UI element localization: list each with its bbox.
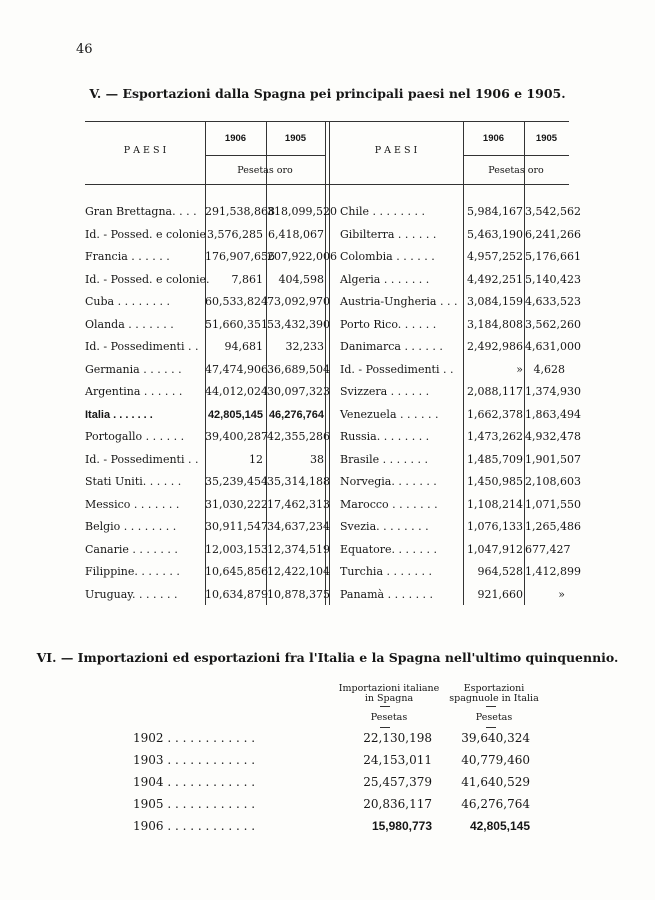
country-name-left: Uruguay. . . . . . . — [85, 587, 178, 601]
country-name-right: Svizzera . . . . . . — [340, 385, 430, 398]
value-1905-left: 35,314,188 — [267, 475, 330, 488]
esportazioni-value: 41,640,529 — [461, 775, 530, 789]
value-1905-left: 30,097,323 — [267, 385, 330, 398]
importazioni-value: 20,836,117 — [363, 797, 432, 811]
value-1906-right: 4,492,251 — [467, 272, 523, 286]
table-row — [85, 516, 581, 538]
value-1906-right: 921,660 — [477, 587, 523, 601]
value-1906-left: 7,861 — [231, 272, 263, 286]
value-1906-left: 291,538,868 — [205, 205, 275, 218]
country-name-left: Portogallo . . . . . . — [85, 430, 185, 443]
country-name-left: Gran Brettagna. . . . — [85, 205, 197, 218]
year-label: 1906 . . . . . . . . . . . . — [133, 819, 256, 833]
value-1906-right: 964,528 — [477, 565, 523, 578]
country-name-left: Belgio . . . . . . . . — [85, 520, 177, 533]
year-header-rule-left — [205, 155, 325, 156]
value-1905-left: 207,922,006 — [267, 250, 337, 263]
value-1906-right: 4,957,252 — [467, 250, 523, 263]
country-name-left: Messico . . . . . . . — [85, 497, 180, 511]
table-row — [0, 815, 655, 837]
country-name-right: Turchia . . . . . . . — [340, 565, 432, 578]
table-vi-title: VI. — Importazioni ed esportazioni fra l'Italia e la Spagna nell'ultimo quinquennio. — [36, 650, 619, 665]
country-name-left: Id. - Possed. e colonie. — [85, 272, 210, 286]
esportazioni-value: 40,779,460 — [461, 753, 530, 767]
unit-importazioni: Pesetas — [370, 712, 408, 723]
country-name-left: Id. - Possedimenti . . — [85, 340, 199, 353]
year-header-rule-right — [463, 155, 569, 156]
header-year-1905-left: 1905 — [284, 133, 307, 144]
table-row — [0, 771, 655, 793]
value-1906-right: 1,485,709 — [467, 452, 523, 466]
table-row — [85, 246, 581, 268]
country-name-right: Brasile . . . . . . . — [340, 452, 429, 466]
header-dash — [486, 706, 496, 707]
table-row — [85, 314, 581, 336]
header-paesi-right: P A E S I — [374, 145, 418, 156]
value-1906-left: 10,645,856 — [205, 565, 268, 578]
header-dash — [380, 706, 390, 707]
header-year-1906-left: 1906 — [224, 133, 247, 144]
table-row — [0, 727, 655, 749]
table-row — [0, 793, 655, 815]
value-1906-left: 60,533,824 — [205, 295, 268, 308]
table-row — [85, 404, 581, 426]
esportazioni-value: 46,276,764 — [461, 797, 530, 811]
value-1905-right: 3,542,562 — [525, 205, 581, 218]
year-label: 1904 . . . . . . . . . . . . — [133, 775, 256, 789]
country-name-left: Francia . . . . . . — [85, 250, 170, 263]
value-1906-left: 35,239,454 — [205, 475, 268, 488]
value-1906-right: 3,184,808 — [467, 317, 523, 331]
country-name-right: Colombia . . . . . . — [340, 250, 435, 263]
value-1905-left: 318,099,520 — [267, 205, 337, 218]
value-1906-right: 1,076,133 — [467, 520, 523, 533]
importazioni-value: 15,980,773 — [371, 819, 432, 833]
table-row — [85, 449, 581, 471]
value-1905-right: 1,863,494 — [525, 407, 581, 421]
table-row — [85, 584, 569, 606]
esportazioni-value: 42,805,145 — [469, 819, 530, 833]
value-1906-right: » — [516, 362, 523, 376]
table-row — [85, 561, 581, 583]
country-name-left: Cuba . . . . . . . . — [85, 295, 171, 308]
table-row — [85, 336, 581, 358]
value-1905-right: 4,628 — [533, 362, 565, 376]
country-name-right: Porto Rico. . . . . . — [340, 317, 437, 331]
value-1905-right: 4,633,523 — [525, 295, 581, 308]
importazioni-value: 24,153,011 — [363, 753, 432, 767]
country-name-left: Olanda . . . . . . . — [85, 317, 174, 331]
table-row — [0, 749, 655, 771]
value-1906-right: 1,662,378 — [467, 407, 523, 421]
country-name-right: Chile . . . . . . . . — [340, 205, 425, 218]
value-1905-right: 1,374,930 — [525, 385, 581, 398]
esportazioni-value: 39,640,324 — [461, 731, 530, 745]
value-1906-left: 44,012,024 — [205, 385, 268, 398]
country-name-right: Marocco . . . . . . . — [340, 497, 438, 511]
table-v-title: V. — Esportazioni dalla Spagna pei principali paesi nel 1906 e 1905. — [89, 86, 566, 101]
value-1905-left: 12,422,104 — [267, 565, 330, 578]
unit-esportazioni: Pesetas — [475, 712, 513, 723]
value-1905-left: 10,878,375 — [267, 587, 330, 601]
country-name-left: Canarie . . . . . . . — [85, 542, 178, 556]
table-row — [85, 201, 581, 223]
value-1905-right: 4,631,000 — [525, 340, 581, 353]
table-row — [85, 269, 581, 291]
value-1906-left: 12 — [249, 452, 263, 466]
value-1906-right: 5,463,190 — [467, 227, 523, 241]
value-1905-left: 46,276,764 — [268, 408, 324, 421]
table-v — [85, 121, 581, 605]
value-1906-left: 47,474,906 — [205, 362, 268, 376]
table-row — [85, 381, 581, 403]
value-1906-left: 3,576,285 — [207, 227, 263, 241]
country-name-left: Stati Uniti. . . . . . — [85, 475, 182, 488]
value-1905-left: 34,637,234 — [267, 520, 330, 533]
importazioni-value: 22,130,198 — [363, 731, 432, 745]
header-year-1905-right: 1905 — [535, 133, 558, 144]
value-1905-right: 1,412,899 — [525, 565, 581, 578]
value-1906-left: 94,681 — [224, 340, 263, 353]
year-label: 1902 . . . . . . . . . . . . — [133, 731, 256, 745]
country-name-right: Svezia. . . . . . . . — [340, 520, 429, 533]
value-1906-right: 1,047,912 — [467, 542, 523, 556]
value-1906-right: 2,088,117 — [467, 385, 523, 398]
value-1906-right: 3,084,159 — [467, 295, 523, 308]
country-name-right: Equatore. . . . . . . — [340, 542, 437, 556]
country-name-left: Germania . . . . . . — [85, 362, 182, 376]
value-1905-right: 1,071,550 — [525, 497, 581, 511]
page-number: 46 — [76, 42, 93, 57]
value-1905-left: 404,598 — [278, 272, 324, 286]
value-1906-left: 176,907,656 — [205, 250, 275, 263]
value-1905-right: » — [558, 587, 565, 601]
table-row — [85, 291, 581, 313]
country-name-left: Id. - Possedimenti . . — [85, 452, 199, 466]
country-name-left: Argentina . . . . . . — [85, 385, 183, 398]
year-label: 1903 . . . . . . . . . . . . — [133, 753, 256, 767]
value-1906-right: 1,450,985 — [467, 475, 523, 488]
table-row — [85, 224, 581, 246]
country-name-right: Russia. . . . . . . . — [340, 430, 430, 443]
header-year-1906-right: 1906 — [482, 133, 505, 144]
year-label: 1905 . . . . . . . . . . . . — [133, 797, 256, 811]
country-name-right: Gibilterra . . . . . . — [340, 227, 437, 241]
header-paesi-left: P A E S I — [123, 145, 167, 156]
value-1905-right: 677,427 — [525, 542, 571, 556]
value-1905-right: 5,176,661 — [525, 250, 581, 263]
value-1905-left: 12,374,519 — [267, 542, 330, 556]
value-1905-left: 53,432,390 — [267, 317, 330, 331]
table-row — [85, 359, 569, 381]
country-name-right: Algeria . . . . . . . — [340, 272, 430, 286]
table-header-rule — [85, 184, 569, 185]
value-1905-right: 4,932,478 — [525, 430, 581, 443]
country-name-right: Venezuela . . . . . . — [340, 407, 439, 421]
header-esportazioni: Esportazioni spagnuole in Italia — [449, 683, 539, 704]
value-1906-left: 10,634,879 — [205, 587, 268, 601]
value-1905-left: 36,689,504 — [267, 362, 330, 376]
header-unit-right: Pesetas oro — [488, 165, 544, 176]
table-row — [85, 471, 581, 493]
value-1906-right: 5,984,167 — [467, 205, 523, 218]
value-1905-right: 1,265,486 — [525, 520, 581, 533]
value-1905-left: 73,092,970 — [267, 295, 330, 308]
value-1906-right: 1,108,214 — [467, 497, 523, 511]
table-row — [85, 539, 569, 561]
value-1905-right: 1,901,507 — [525, 452, 581, 466]
country-name-right: Danimarca . . . . . . — [340, 340, 443, 353]
value-1905-right: 5,140,423 — [525, 272, 581, 286]
value-1906-left: 12,003,153 — [205, 542, 268, 556]
value-1906-right: 1,473,262 — [467, 430, 523, 443]
value-1905-left: 42,355,286 — [267, 430, 330, 443]
country-name-left: Italia . . . . . . . — [85, 408, 153, 421]
table-top-rule — [85, 121, 569, 122]
importazioni-value: 25,457,379 — [363, 775, 432, 789]
country-name-right: Id. - Possedimenti . . — [340, 362, 454, 376]
value-1905-left: 17,462,313 — [267, 497, 330, 511]
value-1905-right: 3,562,260 — [525, 317, 581, 331]
value-1906-left: 39,400,287 — [205, 430, 268, 443]
value-1906-left: 30,911,547 — [205, 520, 268, 533]
header-unit-left: Pesetas oro — [237, 165, 293, 176]
value-1906-right: 2,492,986 — [467, 340, 523, 353]
country-name-right: Norvegia. . . . . . . — [340, 475, 437, 488]
country-name-left: Id. - Possed. e colonie — [85, 227, 207, 241]
value-1906-left: 42,805,145 — [207, 408, 263, 421]
table-row — [85, 494, 581, 516]
value-1905-left: 6,418,067 — [268, 227, 324, 241]
value-1906-left: 31,030,222 — [205, 497, 268, 511]
value-1905-left: 32,233 — [285, 340, 324, 353]
header-importazioni: Importazioni italiane in Spagna — [338, 683, 440, 704]
country-name-right: Austria-Ungheria . . . — [340, 295, 458, 308]
country-name-left: Filippine. . . . . . . — [85, 565, 180, 578]
table-row — [85, 426, 581, 448]
value-1905-right: 6,241,266 — [525, 227, 581, 241]
value-1905-right: 2,108,603 — [525, 475, 581, 488]
country-name-right: Panamà . . . . . . . — [340, 587, 434, 601]
value-1906-left: 51,660,351 — [205, 317, 268, 331]
value-1905-left: 38 — [310, 452, 324, 466]
